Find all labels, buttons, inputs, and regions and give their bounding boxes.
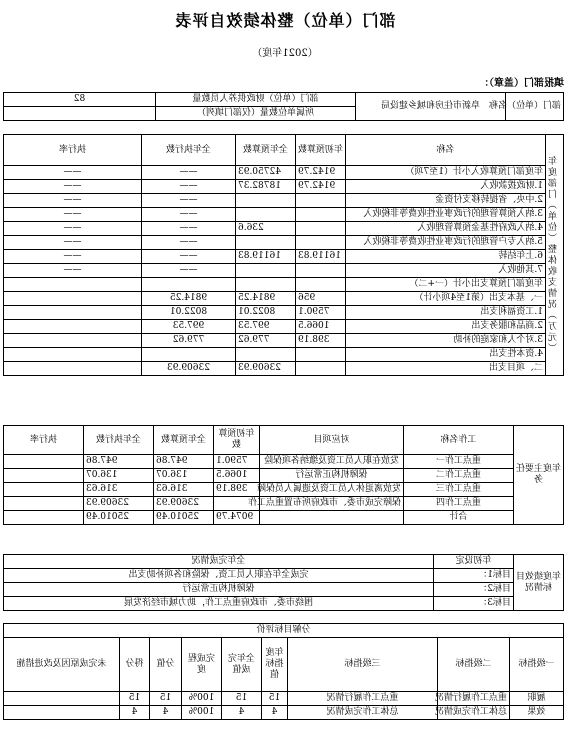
budget-row-full: 9814.25 — [236, 292, 296, 306]
budget-row-full — [236, 348, 296, 362]
budget-row-initial: 9142.79 — [296, 180, 346, 194]
task-row-exec: 947.86 — [84, 455, 154, 469]
budget-row-name: 3.纳入预算管理的行政事业性收费等非税收入 — [346, 208, 546, 222]
tasks-side-label: 年度主要任务 — [514, 426, 564, 525]
budget-row-name: 二、项目支出 — [346, 362, 546, 376]
budget-row-rate: —— — [4, 222, 142, 236]
budget-row-initial — [296, 236, 346, 250]
col-rate-header: 执行率 — [4, 135, 142, 166]
budget-row-exec: —— — [142, 180, 236, 194]
budget-row-exec: 9814.25 — [142, 292, 236, 306]
dept-label: 部门（单位）名称 — [506, 93, 564, 121]
budget-row-exec: —— — [142, 194, 236, 208]
task-row-full: 947.86 — [154, 455, 214, 469]
budget-row-initial — [296, 278, 346, 292]
budget-row-exec: —— — [142, 222, 236, 236]
ind-row-weight: 4 — [262, 706, 288, 720]
budget-row-full — [236, 278, 296, 292]
table-row — [3, 706, 563, 720]
col-full-header: 全年预算数 — [236, 135, 296, 166]
budget-row-exec: —— — [142, 208, 236, 222]
filler-label: 填报部门（盖章）： — [479, 78, 564, 89]
budget-row-initial — [296, 362, 346, 376]
budget-row-rate — [4, 334, 142, 348]
ind-row-l2: 总体工作完成情况 — [438, 706, 510, 720]
table-row — [3, 692, 563, 706]
dept-name: 阜新市住房和城乡建设局 — [356, 93, 506, 121]
ind-row-score: 15 — [120, 692, 150, 706]
task-row-rate — [4, 511, 84, 525]
task-row-exec: 23609.93 — [84, 497, 154, 511]
budget-row-rate: —— — [4, 250, 142, 264]
ind-reason-header: 未完成原因及改进措施 — [3, 638, 119, 692]
goal-label: 目标3： — [434, 597, 514, 611]
budget-row-rate — [4, 348, 142, 362]
budget-row-rate — [4, 292, 142, 306]
budget-row-initial: 7590.1 — [296, 306, 346, 320]
staff-value: 82 — [4, 93, 156, 107]
budget-row-name: 2.中央、省提转移支付资金 — [346, 194, 546, 208]
task-row-initial: 7590.1 — [214, 455, 260, 469]
budget-row-full: 236.6 — [236, 222, 296, 236]
goals-header-right: 全年完成情况 — [4, 555, 434, 569]
budget-row-exec: —— — [142, 250, 236, 264]
budget-row-rate — [4, 362, 142, 376]
ind-done-header: 全年完成值 — [222, 638, 262, 692]
ind-row-done: 4 — [222, 706, 262, 720]
ind-row-scoreweight: 15 — [150, 692, 182, 706]
budget-row-initial — [296, 264, 346, 278]
table-row — [4, 194, 564, 208]
budget-row-exec: —— — [142, 236, 236, 250]
budget-row-full — [236, 264, 296, 278]
task-name-header: 工作名称 — [404, 426, 514, 455]
task-row-project: 保障完成市委、市政府所布置重点工作 — [260, 497, 404, 511]
budget-row-rate: —— — [4, 180, 142, 194]
budget-row-exec — [142, 348, 236, 362]
goal-text: 保障机构正常运行 — [4, 583, 434, 597]
task-row-exec: 25010.49 — [84, 511, 154, 525]
ind-row-l1: 履职 — [510, 692, 564, 706]
task-row-project: 发放在职人员工资及缴纳各项保险 — [260, 455, 404, 469]
task-exec-header: 全年执行数 — [84, 426, 154, 455]
budget-row-rate: —— — [4, 208, 142, 222]
task-row-name: 重点工作四 — [404, 497, 514, 511]
task-row-name: 重点工作一 — [404, 455, 514, 469]
goal-text: 完成全年在职人员工资、保险和各项补助支出 — [4, 569, 434, 583]
subunits-value — [4, 107, 156, 121]
budget-row-name: 一、基本支出（第1至4项小计） — [346, 292, 546, 306]
table-row — [4, 569, 564, 583]
budget-row-name: 4.资本性支出 — [346, 348, 546, 362]
budget-row-full: 16119.83 — [236, 250, 296, 264]
table-row — [4, 469, 564, 483]
task-full-header: 全年预算数 — [154, 426, 214, 455]
task-initial-header: 年初预算数 — [214, 426, 260, 455]
ind-row-done: 15 — [222, 692, 262, 706]
ind-row-weight: 15 — [262, 692, 288, 706]
ind-weight-header: 年度指标值 — [262, 638, 288, 692]
budget-row-full — [236, 208, 296, 222]
table-row — [4, 208, 564, 222]
budget-row-name: 6.上年结转 — [346, 250, 546, 264]
budget-side-label: 年度部门（单位）整体收支情况（万元） — [546, 135, 564, 376]
task-row-rate — [4, 483, 84, 497]
budget-row-rate — [4, 306, 142, 320]
ind-l3-header: 三级指标 — [288, 638, 438, 692]
task-row-full: 136.07 — [154, 469, 214, 483]
col-initial-header: 年初预算数 — [296, 135, 346, 166]
table-row — [4, 320, 564, 334]
budget-row-exec: —— — [142, 264, 236, 278]
table-row — [4, 236, 564, 250]
budget-row-exec: 997.53 — [142, 320, 236, 334]
budget-row-initial — [296, 222, 346, 236]
task-row-initial: 398.19 — [214, 483, 260, 497]
task-row-name: 重点工作三 — [404, 483, 514, 497]
ind-row-degree: 100% — [182, 692, 222, 706]
table-row — [4, 483, 564, 497]
table-row — [4, 334, 564, 348]
budget-row-initial — [296, 348, 346, 362]
task-row-name: 合计 — [404, 511, 514, 525]
task-row-exec: 316.63 — [84, 483, 154, 497]
table-row — [4, 250, 564, 264]
task-row-exec: 136.07 — [84, 469, 154, 483]
task-project-header: 对应项目 — [260, 426, 404, 455]
budget-row-name: 7.其他收入 — [346, 264, 546, 278]
budget-row-rate — [4, 278, 142, 292]
budget-row-name: 年度部门预算收入小计（1至7项） — [346, 166, 546, 180]
budget-row-initial: 16119.83 — [296, 250, 346, 264]
goal-label: 目标1： — [434, 569, 514, 583]
budget-row-rate: —— — [4, 194, 142, 208]
task-row-full: 23609.93 — [154, 497, 214, 511]
budget-row-initial: 398.19 — [296, 334, 346, 348]
goals-header: 年初设定 — [434, 555, 514, 569]
info-table — [3, 92, 564, 121]
table-row — [4, 166, 564, 180]
task-row-project — [260, 511, 404, 525]
table-row — [4, 455, 564, 469]
table-row — [4, 264, 564, 278]
budget-table — [3, 134, 564, 376]
budget-row-exec: —— — [142, 166, 236, 180]
task-row-full: 25010.49 — [154, 511, 214, 525]
table-row — [4, 597, 564, 611]
task-row-name: 重点工作二 — [404, 469, 514, 483]
task-row-rate — [4, 469, 84, 483]
goal-label: 目标2： — [434, 583, 514, 597]
budget-row-name: 1.财政拨款收入 — [346, 180, 546, 194]
indicators-section-title: 分解目标评价 — [3, 624, 563, 638]
ind-row-l3: 总体工作完成情况 — [288, 706, 438, 720]
goal-text: 围绕市委、市政府重点工作，助力城市经济发展 — [4, 597, 434, 611]
budget-row-name: 3.对个人和家庭的补助 — [346, 334, 546, 348]
task-row-project: 保障机构正常运行 — [260, 469, 404, 483]
task-row-full: 316.63 — [154, 483, 214, 497]
table-row — [4, 278, 564, 292]
budget-row-full — [236, 236, 296, 250]
page-title: 部门（单位）整体绩效自评表 — [174, 11, 396, 30]
budget-row-full: 779.62 — [236, 334, 296, 348]
task-row-project: 发放离退休人员工资及遗属人员保障 — [260, 483, 404, 497]
ind-row-l3: 重点工作履行情况 — [288, 692, 438, 706]
ind-row-degree: 100% — [182, 706, 222, 720]
ind-row-score: 4 — [120, 706, 150, 720]
budget-row-name: 5.纳入专户管理的行政事业性收费等非税收入 — [346, 236, 546, 250]
task-rate-header: 执行率 — [4, 426, 84, 455]
budget-row-name: 2.商品和服务支出 — [346, 320, 546, 334]
budget-row-initial: 9142.79 — [296, 166, 346, 180]
budget-row-name: 1.工资福利支出 — [346, 306, 546, 320]
table-row — [4, 511, 564, 525]
subunits-label: 所属单位数量（仅部门填列） — [156, 107, 356, 121]
ind-row-reason — [3, 706, 119, 720]
task-row-initial: 1066.5 — [214, 469, 260, 483]
budget-row-initial — [296, 208, 346, 222]
table-row — [4, 292, 564, 306]
table-row — [4, 222, 564, 236]
budget-row-rate: —— — [4, 236, 142, 250]
budget-row-exec: 23609.93 — [142, 362, 236, 376]
table-row — [4, 306, 564, 320]
goals-side-label: 年度绩效目标情况 — [514, 555, 564, 611]
budget-row-full — [236, 194, 296, 208]
ind-row-scoreweight: 4 — [150, 706, 182, 720]
budget-row-initial — [296, 194, 346, 208]
table-row — [4, 348, 564, 362]
budget-row-full: 23609.93 — [236, 362, 296, 376]
ind-l1-header: 一级指标 — [510, 638, 564, 692]
budget-row-name: 4.纳入政府性基金预算管理收入 — [346, 222, 546, 236]
ind-degree-header: 完成程度 — [182, 638, 222, 692]
table-row — [4, 497, 564, 511]
budget-row-full: 18782.37 — [236, 180, 296, 194]
budget-row-full: 8022.01 — [236, 306, 296, 320]
budget-row-exec: 779.62 — [142, 334, 236, 348]
ind-row-l2: 重点工作履行情况 — [438, 692, 510, 706]
task-row-initial: 9074.79 — [214, 511, 260, 525]
budget-row-full: 42750.93 — [236, 166, 296, 180]
indicators-table — [3, 623, 564, 720]
ind-row-l1: 效果 — [510, 706, 564, 720]
table-row — [4, 180, 564, 194]
ind-l2-header: 二级指标 — [438, 638, 510, 692]
budget-row-rate: —— — [4, 166, 142, 180]
budget-row-initial: 1066.5 — [296, 320, 346, 334]
year-label: （2021年度） — [252, 48, 318, 59]
table-row — [4, 362, 564, 376]
budget-row-rate: —— — [4, 264, 142, 278]
ind-scoreweight-header: 分值 — [150, 638, 182, 692]
staff-label: 部门（单位）财政供养人员数量 — [156, 93, 356, 107]
ind-score-header: 得分 — [120, 638, 150, 692]
col-name-header: 名称 — [346, 135, 546, 166]
budget-row-initial: 956 — [296, 292, 346, 306]
budget-row-full: 997.53 — [236, 320, 296, 334]
budget-row-exec: 8022.01 — [142, 306, 236, 320]
table-row — [4, 583, 564, 597]
goals-table — [3, 554, 564, 611]
ind-row-reason — [3, 692, 119, 706]
budget-row-rate — [4, 320, 142, 334]
task-row-rate — [4, 497, 84, 511]
budget-row-name: 年度部门预算支出小计（一+二） — [346, 278, 546, 292]
task-row-rate — [4, 455, 84, 469]
budget-row-exec — [142, 278, 236, 292]
tasks-table — [3, 425, 564, 525]
col-exec-header: 全年执行数 — [142, 135, 236, 166]
